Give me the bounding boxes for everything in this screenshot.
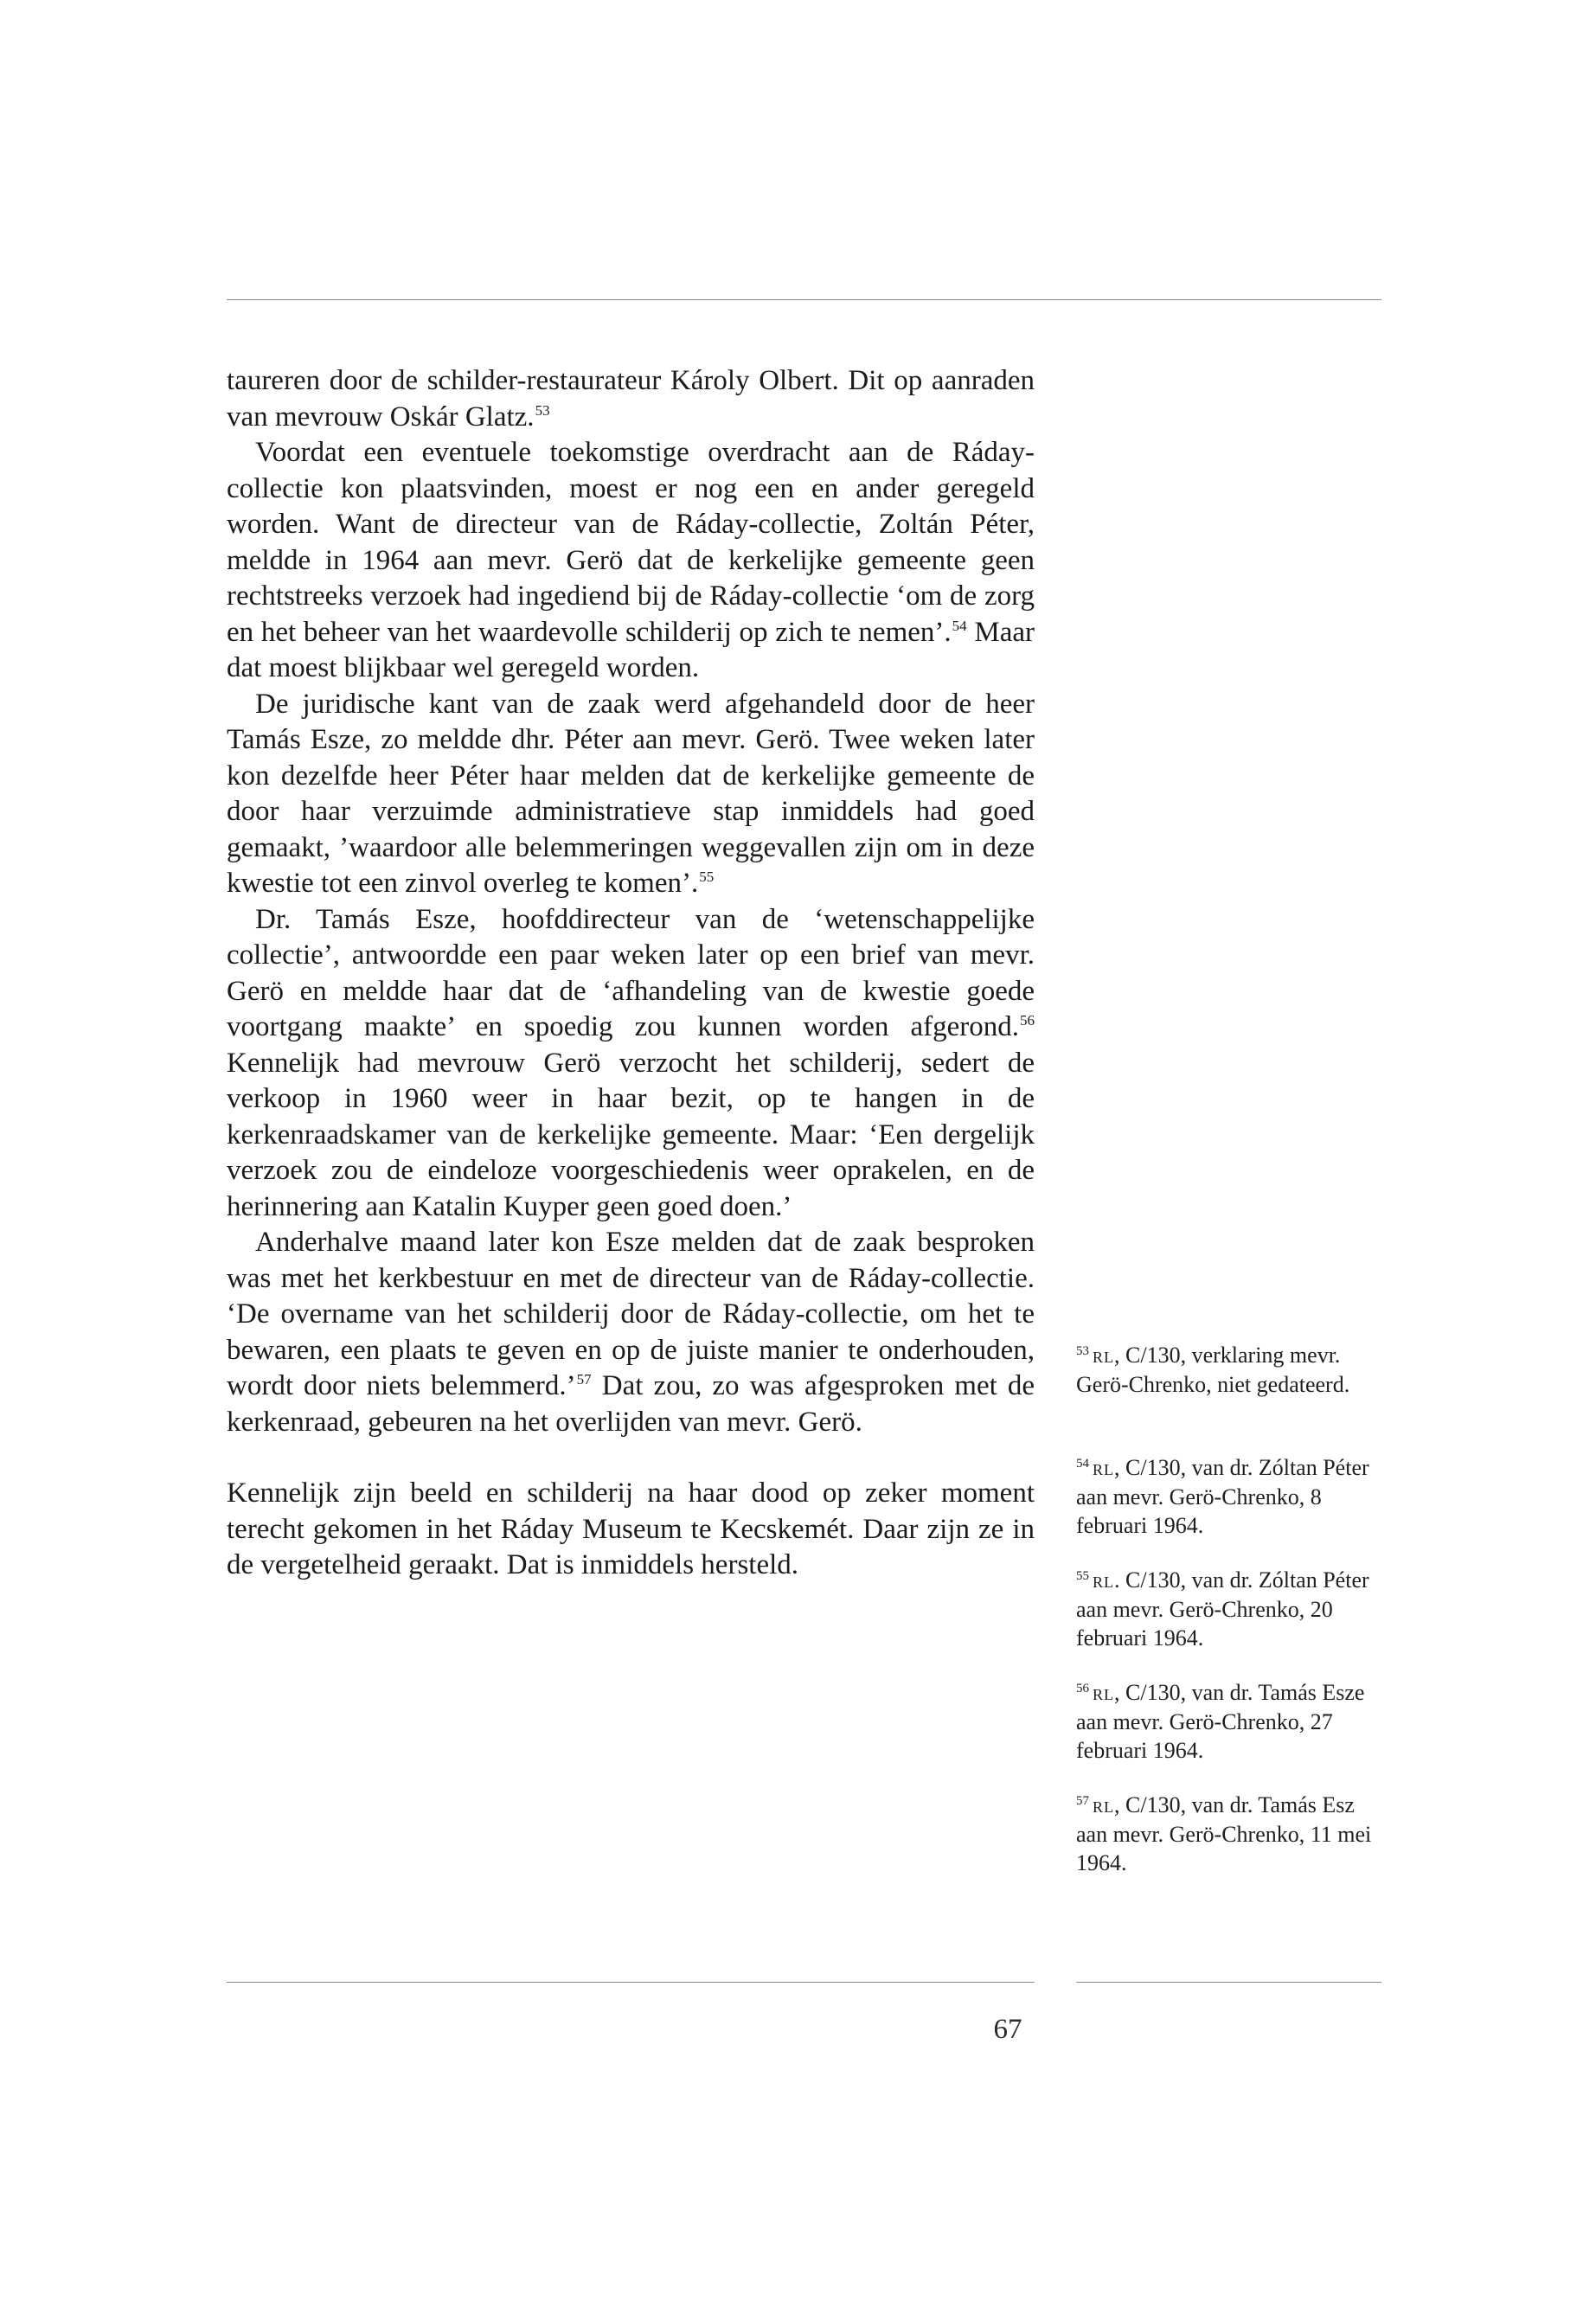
bottom-rule-notes [1076,1982,1381,1983]
footnote-ref-54: 54 [952,617,967,634]
page-number: 67 [993,2014,1022,2045]
paragraph-2: Voordat een eventuele toekomstige overdracht aan de Ráday-collectie kon plaatsvinden, moest er nog een en ander geregeld worden. Want de directeur van de Ráday-collectie, Zoltán Péter, meldde in 1964 aan mevr. Gerö dat de kerkelijke gemeente geen rechtstreeks verzoek had ingediend bij de Ráday-collectie ‘om de zorg en het beheer van het waardevolle schilderij op zich te nemen’.$^{54}$ Maar dat moest blijkbaar wel geregeld worden. [227,437,1035,683]
paragraph-3: De juridische kant van de zaak werd afgehandeld door de heer Tamás Esze, zo meldde dhr. Péter aan mevr. Gerö. Twee weken later kon dezelfde heer Péter haar melden dat de kerkelijke gemeente de door haar verzuimde administratieve stap inmiddels had goed gemaakt, ’waardoor alle belemmeringen weggevallen zijn om in deze kwestie tot een zinvol overleg te komen’.$^{55}$ [227,688,1035,899]
bottom-rule-main [227,1982,1035,1983]
paragraph-6: Kennelijk zijn beeld en schilderij na haar dood op zeker moment terecht gekomen in het Ráday Museum te Kecskemét. Daar zijn ze in de vergetelheid geraakt. Dat is inmiddels hersteld. [227,1477,1035,1580]
footnote-abbreviation: rl [1093,1680,1115,1705]
footnote-56 [1076,1678,1375,1766]
footnote-number: 57 [1076,1794,1089,1808]
footnote-text: , C/130, van dr. Tamás Esz aan mevr. Gerö-Chrenko, 11 mei 1964. [1076,1792,1372,1875]
paragraph-5: Anderhalve maand later kon Esze melden dat de zaak besproken was met het kerkbestuur en met de directeur van de Ráday-collectie. ‘De overname van het schilderij door de Ráday-collectie, om het te bewaren, een plaats te geven en op de juiste manier te onderhouden, wordt door niets belemmerd.’$^{57}$ Dat zou, zo was afgesproken met de kerkenraad, gebeuren na het overlijden van mevr. Gerö. [227,1227,1035,1438]
footnote-abbreviation: rl [1093,1792,1115,1817]
footnote-text: , C/130, van dr. Tamás Esze aan mevr. Gerö-Chrenko, 27 februari 1964. [1076,1680,1365,1763]
footnote-number: 53 [1076,1344,1089,1358]
top-rule [227,299,1381,300]
footnote-number: 54 [1076,1457,1089,1471]
footnote-abbreviation: rl [1093,1567,1115,1593]
footnote-text: . C/130, van dr. Zóltan Péter aan mevr. Gerö-Chrenko, 20 februari 1964. [1076,1567,1369,1650]
footnote-number: 56 [1076,1682,1089,1695]
footnote-ref-55: 55 [699,868,715,886]
footnote-53 [1076,1341,1375,1399]
footnote-abbreviation: rl [1093,1455,1115,1480]
footnote-55 [1076,1566,1375,1653]
paragraph-1: taureren door de schilder-restaurateur Károly Olbert. Dit op aanraden van mevrouw Oskár Glatz.$^{53}$ [227,365,1035,433]
footnote-number: 55 [1076,1569,1089,1583]
footnote-ref-56: 56 [1020,1012,1035,1029]
footnote-57 [1076,1791,1375,1878]
footnote-ref-57: 57 [576,1371,592,1388]
footnote-54 [1076,1453,1375,1541]
footnote-ref-53: 53 [535,401,550,419]
footnote-text: , C/130, van dr. Zóltan Péter aan mevr. Gerö-Chrenko, 8 februari 1964. [1076,1455,1369,1538]
footnote-abbreviation: rl [1093,1343,1115,1368]
footnote-text: , C/130, verklaring mevr. Gerö-Chrenko, niet gedateerd. [1076,1343,1350,1397]
paragraph-4: Dr. Tamás Esze, hoofddirecteur van de ‘wetenschappelijke collectie’, antwoordde een paar weken later op een brief van mevr. Gerö en meldde haar dat de ‘afhandeling van de kwestie goede voortgang maakte’ en spoedig zou kunnen worden afgerond.$^{56}$ Kennelijk had mevrouw Gerö verzocht het schilderij, sedert de verkoop in 1960 weer in haar bezit, op te hangen in de kerkenraadskamer van de kerkelijke gemeente. Maar: ‘Een dergelijk verzoek zou de eindeloze voorgeschiedenis weer oprakelen, en de herinnering aan Katalin Kuyper geen goed doen.’ [227,903,1035,1222]
main-text-column [227,363,1035,1584]
